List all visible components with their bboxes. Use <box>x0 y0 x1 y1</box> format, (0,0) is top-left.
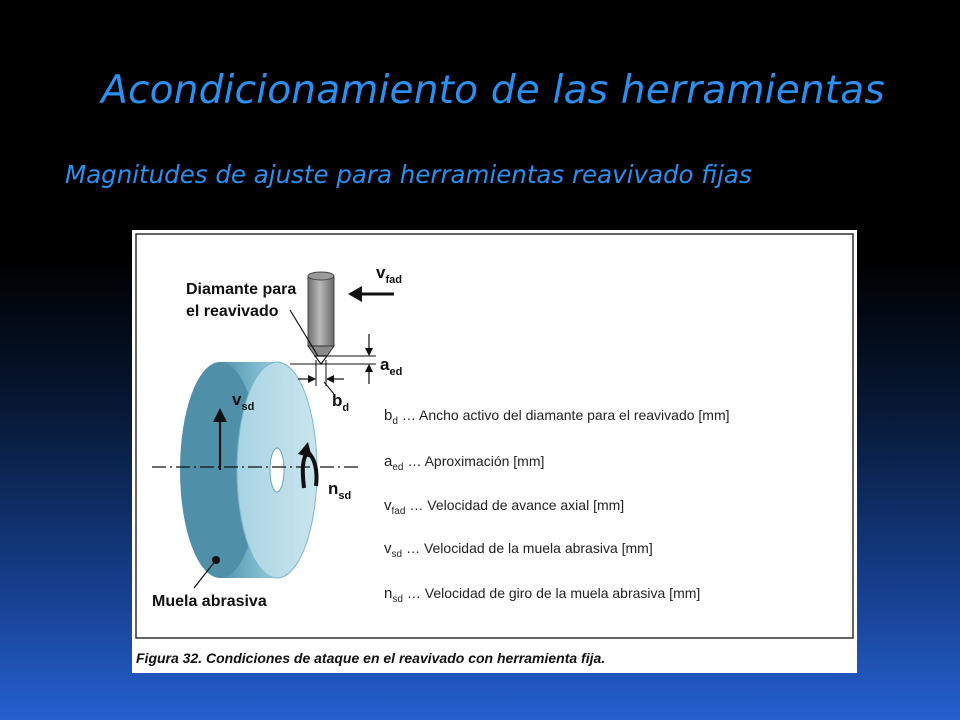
v-fad-arrow <box>348 286 394 302</box>
slide-subtitle: Magnitudes de ajuste para herramientas reavivado fijas <box>65 160 752 189</box>
legend-item: $a_{ed}$ … Aproximación [mm] <box>384 453 545 473</box>
n-sd-label: $n_{sd}$ <box>328 479 352 502</box>
diamond-label-line1: Diamante para <box>186 281 297 298</box>
wheel-bore <box>270 448 284 492</box>
slide-title: Acondicionamiento de las herramientas <box>101 68 885 113</box>
legend-item: $n_{sd}$ … Velocidad de giro de la muela abrasiva [mm] <box>384 585 701 605</box>
v-fad-label: $v_{fad}$ <box>376 263 402 286</box>
legend <box>384 407 730 605</box>
diamond-tip <box>315 356 327 364</box>
v-sd-label: $v_{sd}$ <box>232 390 255 413</box>
legend-item: $b_d$ … Ancho activo del diamante para el reavivado [mm] <box>384 407 730 427</box>
legend-item: $v_{fad}$ … Velocidad de avance axial [mm] <box>384 497 625 517</box>
grinding-wheel <box>180 362 317 578</box>
dressing-figure <box>132 230 857 673</box>
diamond-label-line2: el reavivado <box>186 303 279 320</box>
wheel-label: Muela abrasiva <box>152 593 267 610</box>
diamond-tool <box>308 272 334 364</box>
dressing-diagram <box>132 230 857 673</box>
a-ed-label: $a_{ed}$ <box>380 355 403 378</box>
b-d-label: $b_d$ <box>332 391 350 414</box>
b-d-dimension <box>298 360 344 394</box>
legend-item: $v_{sd}$ … Velocidad de la muela abrasiva [mm] <box>384 540 653 560</box>
figure-caption: Figura 32. Condiciones de ataque en el reavivado con herramienta fija. <box>136 650 606 666</box>
